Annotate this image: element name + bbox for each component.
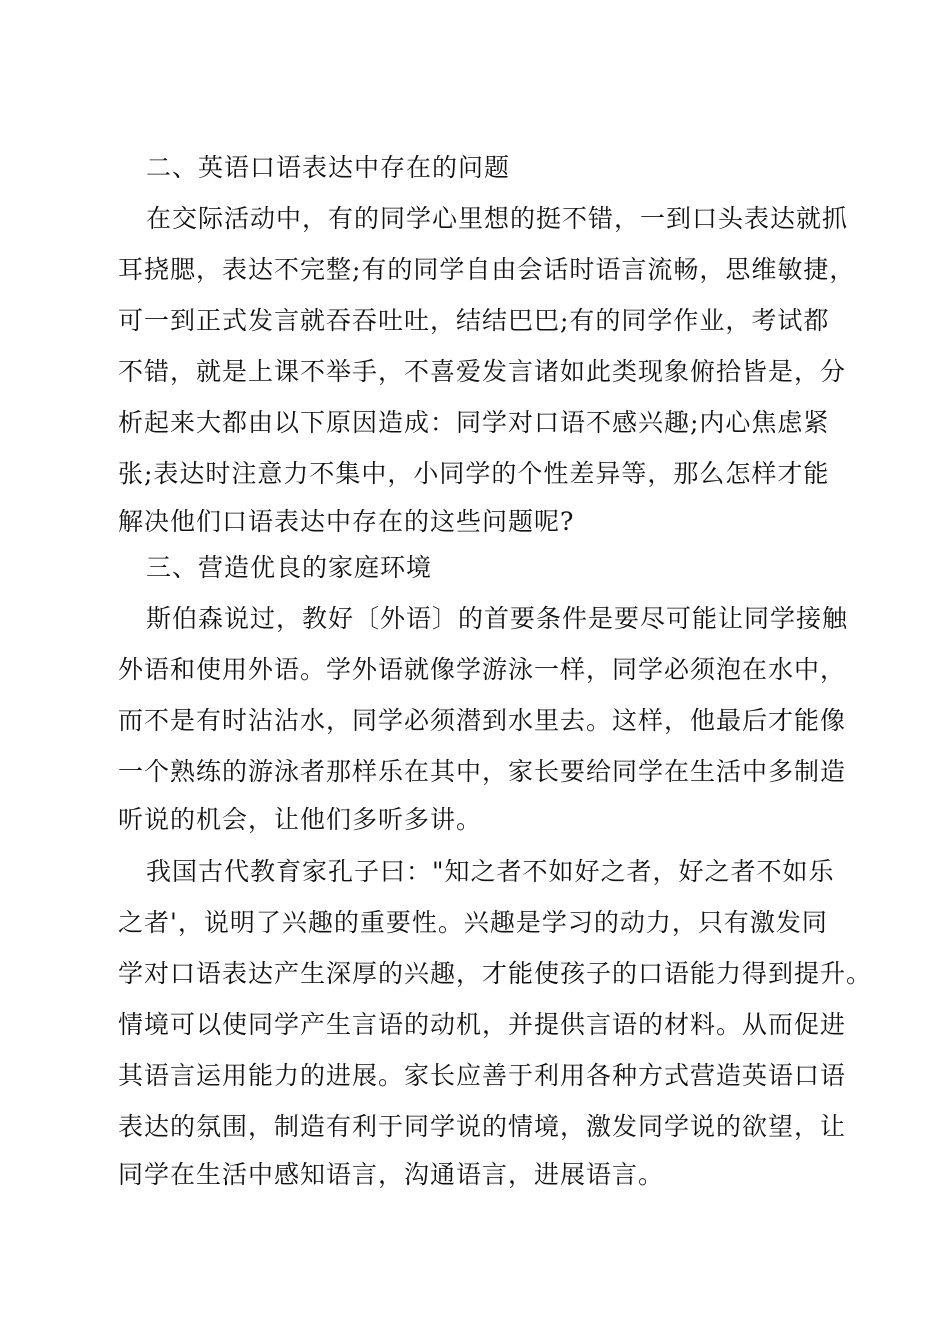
paragraph-line: 情境可以使同学产生言语的动机，并提供言语的材料。从而促进 bbox=[118, 1010, 847, 1039]
paragraph-line: 而不是有时沾沾水，同学必须潜到水里去。这样，他最后才能像 bbox=[118, 706, 847, 735]
paragraph-line: 析起来大都由以下原因造成：同学对口语不感兴趣;内心焦虑紧 bbox=[118, 408, 830, 437]
paragraph-line: 表达的氛围，制造有利于同学说的情境，激发同学说的欲望，让 bbox=[118, 1112, 847, 1141]
paragraph-line: 张;表达时注意力不集中，小同学的个性差异等，那么怎样才能 bbox=[118, 459, 830, 488]
paragraph-line: 我国古代教育家孔子曰："知之者不如好之者，好之者不如乐 bbox=[146, 857, 835, 886]
paragraph-line: 一个熟练的游泳者那样乐在其中，家长要给同学在生活中多制造 bbox=[118, 757, 847, 786]
paragraph-line: 斯伯森说过，教好〔外语〕的首要条件是要尽可能让同学接触 bbox=[146, 604, 849, 633]
paragraph-line: 外语和使用外语。学外语就像学游泳一样，同学必须泡在水中， bbox=[118, 655, 847, 684]
section-heading-family-environment: 三、营造优良的家庭环境 bbox=[146, 553, 433, 582]
paragraph-line: 其语言运用能力的进展。家长应善于利用各种方式营造英语口语 bbox=[118, 1061, 847, 1090]
paragraph-line: 不错，就是上课不举手，不喜爱发言诸如此类现象俯拾皆是，分 bbox=[118, 357, 847, 386]
section-heading-problems: 二、英语口语表达中存在的问题 bbox=[146, 153, 511, 182]
paragraph-line: 听说的机会，让他们多听多讲。 bbox=[118, 805, 483, 834]
paragraph-line: 解决他们口语表达中存在的这些问题呢? bbox=[118, 507, 575, 536]
paragraph-line: 在交际活动中，有的同学心里想的挺不错，一到口头表达就抓 bbox=[146, 204, 849, 233]
paragraph-line: 之者'，说明了兴趣的重要性。兴趣是学习的动力，只有激发同 bbox=[118, 908, 828, 937]
paragraph-line: 同学在生活中感知语言，沟通语言，进展语言。 bbox=[118, 1160, 665, 1189]
paragraph-line: 耳挠腮，表达不完整;有的同学自由会话时语言流畅，思维敏捷， bbox=[118, 255, 856, 284]
paragraph-line: 学对口语表达产生深厚的兴趣，才能使孩子的口语能力得到提升。 bbox=[118, 959, 873, 988]
paragraph-line: 可一到正式发言就吞吞吐吐，结结巴巴;有的同学作业，考试都 bbox=[118, 306, 830, 335]
